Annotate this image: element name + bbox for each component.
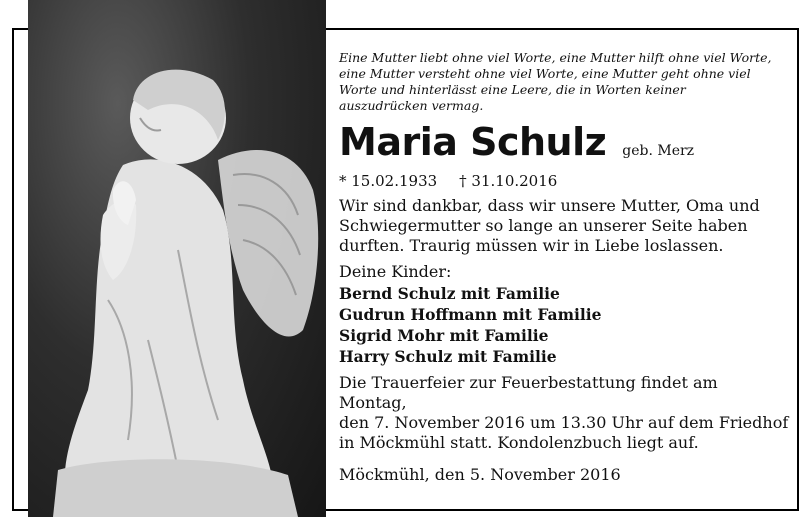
epigraph-line: auszudrücken vermag. (339, 98, 484, 113)
message-line: Schwiegermutter so lange an unserer Seite haben (339, 216, 748, 235)
funeral-line: den 7. November 2016 um 13.30 Uhr auf dem Friedhof (339, 413, 789, 432)
message-line: Wir sind dankbar, dass wir unsere Mutter, Oma und (339, 196, 760, 215)
funeral-line: Die Trauerfeier zur Feuerbestattung findet am Montag, (339, 373, 718, 412)
angel-photo (28, 0, 326, 517)
birth-date: * 15.02.1933 (339, 172, 438, 190)
message-line: durften. Traurig müssen wir in Liebe loslassen. (339, 236, 724, 255)
epigraph-line: Worte und hinterlässt eine Leere, die in Worten keiner (339, 82, 686, 97)
epigraph-line: Eine Mutter liebt ohne viel Worte, eine Mutter hilft ohne viel Worte, (339, 50, 772, 65)
children-label: Deine Kinder: (339, 262, 452, 281)
life-dates (339, 172, 789, 190)
death-date: † 31.10.2016 (459, 172, 558, 190)
name-row (339, 120, 789, 164)
funeral-line: in Möckmühl statt. Kondolenzbuch liegt auf. (339, 433, 699, 452)
child-entry: Harry Schulz mit Familie (339, 347, 557, 366)
obituary-text (339, 50, 789, 484)
gratitude-message (339, 196, 789, 256)
praying-angel-icon (28, 0, 326, 517)
epigraph (339, 50, 789, 114)
child-entry: Sigrid Mohr mit Familie (339, 326, 549, 345)
funeral-notice (339, 373, 789, 453)
child-entry: Bernd Schulz mit Familie (339, 284, 560, 303)
epigraph-line: eine Mutter versteht ohne viel Worte, eine Mutter geht ohne viel (339, 66, 751, 81)
deceased-name: Maria Schulz (339, 120, 607, 164)
maiden-name: geb. Merz (622, 143, 695, 159)
place-date: Möckmühl, den 5. November 2016 (339, 465, 621, 484)
children-list (339, 283, 789, 367)
child-entry: Gudrun Hoffmann mit Familie (339, 305, 602, 324)
